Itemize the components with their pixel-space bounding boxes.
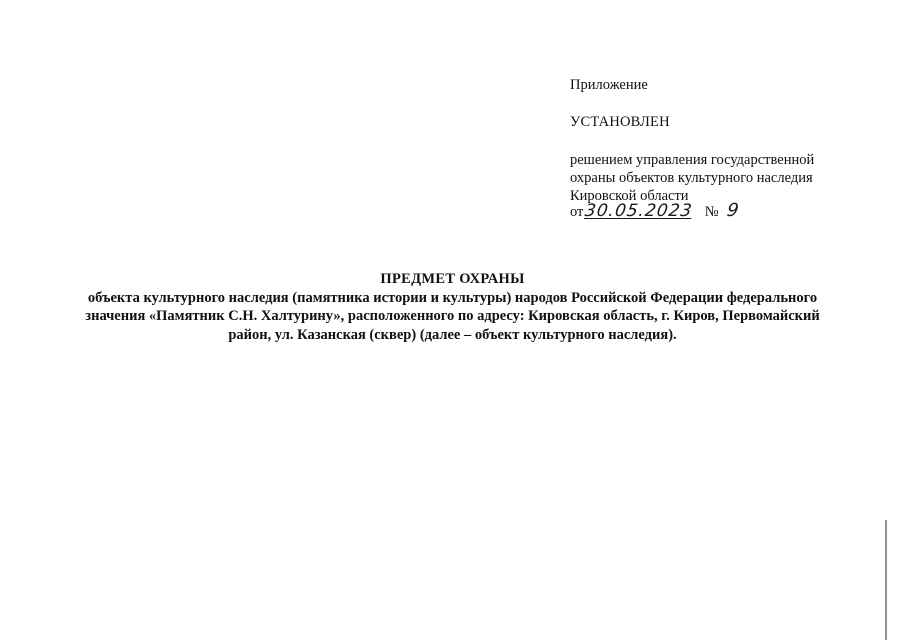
- decree-line-2: охраны объектов культурного наследия: [570, 170, 813, 186]
- handwritten-number: 9: [725, 200, 741, 221]
- date-prefix: от: [570, 204, 584, 220]
- title-line-2: значения «Памятник С.Н. Халтурину», расположенного по адресу: Кировская область, г. Киров, Первомайский: [85, 308, 820, 324]
- number-sign: №: [704, 204, 719, 220]
- title-line-1: объекта культурного наследия (памятника истории и культуры) народов Российской Федерации федерального: [87, 289, 818, 306]
- document-title-block: [40, 270, 865, 344]
- approved-label: УСТАНОВЛЕН: [570, 114, 670, 130]
- title-line-3: район, ул. Казанская (сквер) (далее – объект культурного наследия).: [228, 326, 677, 343]
- handwritten-date: 30.05.2023: [584, 201, 695, 221]
- annex-label: Приложение: [570, 77, 648, 93]
- decree-line-1: решением управления государственной: [570, 152, 815, 168]
- document-title: ПРЕДМЕТ ОХРАНЫ: [380, 271, 525, 287]
- decree-date-row: [570, 202, 739, 221]
- scan-edge-line: [885, 520, 887, 640]
- decree-issuer: [570, 151, 890, 205]
- decree-line-3: Кировской области: [570, 188, 689, 204]
